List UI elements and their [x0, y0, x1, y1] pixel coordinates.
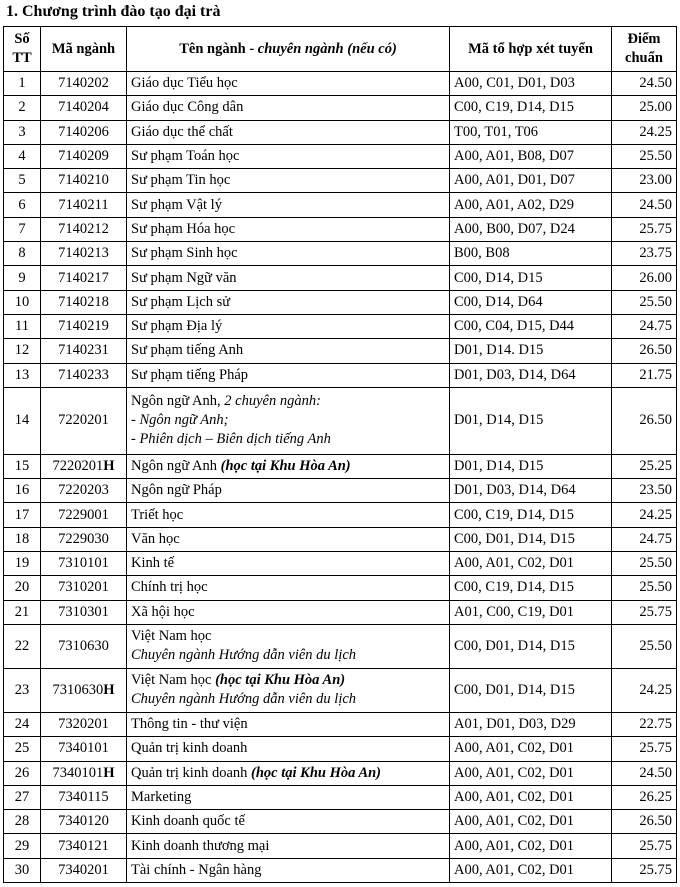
- cell-name: Xã hội học: [127, 600, 450, 624]
- cell-no: 5: [4, 169, 41, 193]
- table-header-row: [4, 27, 677, 72]
- table-row: [4, 834, 677, 858]
- cell-text: Chuyên ngành Hướng dẫn viên du lịch: [131, 691, 357, 708]
- cell-text: H: [103, 681, 115, 698]
- cell-code: 7340201: [41, 858, 127, 882]
- cell-score: 24.50: [612, 193, 677, 217]
- cell-no: 8: [4, 242, 41, 266]
- cell-code: [41, 668, 127, 712]
- cell-text: (học tại Khu Hòa An): [215, 672, 346, 689]
- table-row: [4, 810, 677, 834]
- cell-code: 7140217: [41, 266, 127, 290]
- table-row: [4, 552, 677, 576]
- cell-score: 26.50: [612, 339, 677, 363]
- table-row: [4, 144, 677, 168]
- cell-name: [127, 454, 450, 478]
- cell-no: 2: [4, 96, 41, 120]
- cell-code: 7340121: [41, 834, 127, 858]
- cell-no: 11: [4, 314, 41, 338]
- cell-score: 25.00: [612, 96, 677, 120]
- cell-combo: A00, A01, A02, D29: [450, 193, 612, 217]
- cell-combo: D01, D03, D14, D64: [450, 479, 612, 503]
- table-row: [4, 761, 677, 785]
- cell-score: 24.75: [612, 527, 677, 551]
- cell-name: [127, 761, 450, 785]
- table-row: [4, 242, 677, 266]
- cell-no: 10: [4, 290, 41, 314]
- cell-code: [41, 761, 127, 785]
- table-row: [4, 668, 677, 712]
- cell-name: Thông tin - thư viện: [127, 712, 450, 736]
- cell-combo: A00, A01, D01, D07: [450, 169, 612, 193]
- table-row: [4, 339, 677, 363]
- cell-name: Sư phạm Lịch sử: [127, 290, 450, 314]
- cell-text: 2 chuyên ngành:: [224, 393, 321, 410]
- table-row: [4, 454, 677, 478]
- table-row: [4, 193, 677, 217]
- cell-score: 22.75: [612, 712, 677, 736]
- cell-score: 24.50: [612, 761, 677, 785]
- cell-text: - Ngôn ngữ Anh;: [131, 412, 229, 429]
- header-combo: Mã tổ hợp xét tuyển: [450, 27, 612, 72]
- cell-combo: C00, C19, D14, D15: [450, 503, 612, 527]
- cell-name: Ngôn ngữ Pháp: [127, 479, 450, 503]
- cell-no: 15: [4, 454, 41, 478]
- cell-combo: C00, D14, D15: [450, 266, 612, 290]
- cell-code: 7310101: [41, 552, 127, 576]
- cell-combo: C00, D14, D64: [450, 290, 612, 314]
- cell-name: Chính trị học: [127, 576, 450, 600]
- cell-combo: A00, A01, C02, D01: [450, 785, 612, 809]
- cell-combo: A00, A01, C02, D01: [450, 761, 612, 785]
- cell-score: 26.00: [612, 266, 677, 290]
- cell-no: 13: [4, 363, 41, 387]
- cell-text: Ngôn ngữ Anh,: [131, 393, 225, 410]
- cell-combo: A00, A01, C02, D01: [450, 552, 612, 576]
- header-no: [4, 27, 41, 72]
- cell-no: 7: [4, 217, 41, 241]
- cell-text: Số: [14, 31, 30, 47]
- cell-text: (học tại Khu Hòa An): [220, 458, 351, 474]
- table-row: [4, 600, 677, 624]
- cell-no: 19: [4, 552, 41, 576]
- cell-combo: C00, D01, D14, D15: [450, 624, 612, 668]
- table-row: [4, 96, 677, 120]
- cell-no: 17: [4, 503, 41, 527]
- cell-text: - Phiên dịch – Biên dịch tiếng Anh: [131, 431, 331, 448]
- cell-combo: T00, T01, T06: [450, 120, 612, 144]
- cell-code: 7340120: [41, 810, 127, 834]
- table-row: [4, 527, 677, 551]
- cell-score: 23.75: [612, 242, 677, 266]
- cell-no: 18: [4, 527, 41, 551]
- cell-name: Giáo dục Công dân: [127, 96, 450, 120]
- cell-no: 26: [4, 761, 41, 785]
- cell-score: 25.75: [612, 834, 677, 858]
- cell-combo: A00, A01, C02, D01: [450, 858, 612, 882]
- cell-score: 26.50: [612, 810, 677, 834]
- cell-score: 25.75: [612, 858, 677, 882]
- table-row: [4, 479, 677, 503]
- table-row: [4, 120, 677, 144]
- cell-name: Sư phạm Vật lý: [127, 193, 450, 217]
- cell-code: 7140209: [41, 144, 127, 168]
- table-row: [4, 363, 677, 387]
- cell-combo: A01, C00, C19, D01: [450, 600, 612, 624]
- cell-name: [127, 624, 450, 668]
- cell-code: 7229001: [41, 503, 127, 527]
- cell-no: 27: [4, 785, 41, 809]
- cell-code: 7140204: [41, 96, 127, 120]
- cell-no: 22: [4, 624, 41, 668]
- cell-code: 7140218: [41, 290, 127, 314]
- table-row: [4, 624, 677, 668]
- cell-text: 7310630: [52, 681, 104, 698]
- table-row: [4, 576, 677, 600]
- cell-combo: A00, A01, C02, D01: [450, 810, 612, 834]
- cell-score: 24.25: [612, 503, 677, 527]
- table-row: [4, 290, 677, 314]
- cell-code: 7140202: [41, 72, 127, 96]
- cell-score: 24.50: [612, 72, 677, 96]
- table-row: [4, 387, 677, 454]
- table-row: [4, 266, 677, 290]
- cell-score: 25.50: [612, 576, 677, 600]
- cell-code: 7140213: [41, 242, 127, 266]
- cell-code: 7340101: [41, 737, 127, 761]
- table-row: [4, 858, 677, 882]
- cell-text: Việt Nam học: [131, 628, 212, 645]
- table-row: [4, 785, 677, 809]
- cell-score: 25.75: [612, 737, 677, 761]
- cell-text: H: [103, 764, 115, 781]
- cell-text: [131, 392, 445, 411]
- cell-combo: B00, B08: [450, 242, 612, 266]
- cell-combo: A00, A01, C02, D01: [450, 737, 612, 761]
- cell-name: Tài chính - Ngân hàng: [127, 858, 450, 882]
- cell-combo: D01, D14, D15: [450, 387, 612, 454]
- table-row: [4, 217, 677, 241]
- cell-code: 7310630: [41, 624, 127, 668]
- section-heading: 1. Chương trình đào tạo đại trà: [6, 3, 221, 20]
- cell-text: Quản trị kinh doanh: [131, 764, 252, 781]
- cell-name: Sư phạm tiếng Anh: [127, 339, 450, 363]
- cell-text: Chuyên ngành Hướng dẫn viên du lịch: [131, 647, 357, 664]
- cell-name: Triết học: [127, 503, 450, 527]
- cell-no: 14: [4, 387, 41, 454]
- cell-text: H: [103, 458, 115, 474]
- cell-text: [131, 671, 445, 690]
- cell-text: Tên ngành -: [179, 40, 258, 57]
- cell-code: 7340115: [41, 785, 127, 809]
- cell-score: 25.50: [612, 624, 677, 668]
- cell-combo: C00, C04, D15, D44: [450, 314, 612, 338]
- header-score: [612, 27, 677, 72]
- cell-name: Marketing: [127, 785, 450, 809]
- cell-combo: A00, C01, D01, D03: [450, 72, 612, 96]
- cell-code: 7220203: [41, 479, 127, 503]
- cell-code: 7310201: [41, 576, 127, 600]
- cell-no: 3: [4, 120, 41, 144]
- table-row: [4, 314, 677, 338]
- cell-combo: C00, C19, D14, D15: [450, 576, 612, 600]
- cell-name: Kinh doanh thương mại: [127, 834, 450, 858]
- header-code: Mã ngành: [41, 27, 127, 72]
- cell-code: 7140211: [41, 193, 127, 217]
- cell-name: Giáo dục thể chất: [127, 120, 450, 144]
- cell-no: 1: [4, 72, 41, 96]
- cell-code: 7320201: [41, 712, 127, 736]
- cell-text: chuyên ngành (nếu có): [257, 40, 397, 57]
- cell-name: [127, 668, 450, 712]
- cell-no: 6: [4, 193, 41, 217]
- cell-name: Sư phạm Địa lý: [127, 314, 450, 338]
- cell-combo: D01, D14. D15: [450, 339, 612, 363]
- cell-no: 30: [4, 858, 41, 882]
- cell-no: 23: [4, 668, 41, 712]
- cell-text: Việt Nam học: [131, 672, 216, 689]
- header-name: [127, 27, 450, 72]
- table-row: [4, 503, 677, 527]
- cell-combo: C00, D01, D14, D15: [450, 668, 612, 712]
- cell-text: Điểm: [627, 31, 661, 47]
- cell-text: Ngôn ngữ Anh: [131, 458, 221, 474]
- cell-name: [127, 387, 450, 454]
- cell-name: Văn học: [127, 527, 450, 551]
- cell-score: 24.25: [612, 668, 677, 712]
- cell-no: 21: [4, 600, 41, 624]
- table-row: [4, 712, 677, 736]
- table-row: [4, 72, 677, 96]
- cell-score: 26.25: [612, 785, 677, 809]
- cell-code: 7140233: [41, 363, 127, 387]
- cell-code: [41, 454, 127, 478]
- cell-name: Sư phạm tiếng Pháp: [127, 363, 450, 387]
- cell-code: 7140210: [41, 169, 127, 193]
- cell-combo: C00, D01, D14, D15: [450, 527, 612, 551]
- cell-combo: D01, D14, D15: [450, 454, 612, 478]
- cell-combo: A00, A01, B08, D07: [450, 144, 612, 168]
- cell-score: 24.75: [612, 314, 677, 338]
- cell-code: 7140206: [41, 120, 127, 144]
- cell-combo: A00, A01, C02, D01: [450, 834, 612, 858]
- cell-score: 25.75: [612, 600, 677, 624]
- cell-code: 7140212: [41, 217, 127, 241]
- cell-no: 20: [4, 576, 41, 600]
- cell-no: 16: [4, 479, 41, 503]
- cell-name: Sư phạm Toán học: [127, 144, 450, 168]
- cell-text: chuẩn: [625, 50, 663, 66]
- cell-combo: C00, C19, D14, D15: [450, 96, 612, 120]
- cell-score: 23.00: [612, 169, 677, 193]
- cell-score: 26.50: [612, 387, 677, 454]
- cell-name: Kinh tế: [127, 552, 450, 576]
- cell-text: 7220201: [52, 458, 104, 474]
- cell-code: 7229030: [41, 527, 127, 551]
- cell-name: Sư phạm Tin học: [127, 169, 450, 193]
- cell-combo: A00, B00, D07, D24: [450, 217, 612, 241]
- cell-code: 7220201: [41, 387, 127, 454]
- cell-name: Giáo dục Tiểu học: [127, 72, 450, 96]
- cell-no: 29: [4, 834, 41, 858]
- cell-score: 25.75: [612, 217, 677, 241]
- cell-text: TT: [12, 50, 32, 66]
- table-row: [4, 737, 677, 761]
- cell-score: 21.75: [612, 363, 677, 387]
- cell-score: 25.50: [612, 290, 677, 314]
- cell-no: 9: [4, 266, 41, 290]
- cell-combo: D01, D03, D14, D64: [450, 363, 612, 387]
- cell-no: 4: [4, 144, 41, 168]
- cell-score: 25.50: [612, 144, 677, 168]
- cell-text: (học tại Khu Hòa An): [251, 764, 382, 781]
- admission-table: [3, 26, 677, 883]
- cell-code: 7140219: [41, 314, 127, 338]
- cell-score: 23.50: [612, 479, 677, 503]
- cell-name: Sư phạm Ngữ văn: [127, 266, 450, 290]
- cell-name: Sư phạm Sinh học: [127, 242, 450, 266]
- cell-name: Kinh doanh quốc tế: [127, 810, 450, 834]
- cell-name: Sư phạm Hóa học: [127, 217, 450, 241]
- cell-no: 28: [4, 810, 41, 834]
- cell-score: 24.25: [612, 120, 677, 144]
- cell-text: 7340101: [52, 764, 104, 781]
- cell-combo: A01, D01, D03, D29: [450, 712, 612, 736]
- cell-name: Quản trị kinh doanh: [127, 737, 450, 761]
- cell-no: 12: [4, 339, 41, 363]
- cell-no: 24: [4, 712, 41, 736]
- cell-score: 25.50: [612, 552, 677, 576]
- cell-code: 7310301: [41, 600, 127, 624]
- cell-score: 25.25: [612, 454, 677, 478]
- cell-no: 25: [4, 737, 41, 761]
- table-row: [4, 169, 677, 193]
- cell-code: 7140231: [41, 339, 127, 363]
